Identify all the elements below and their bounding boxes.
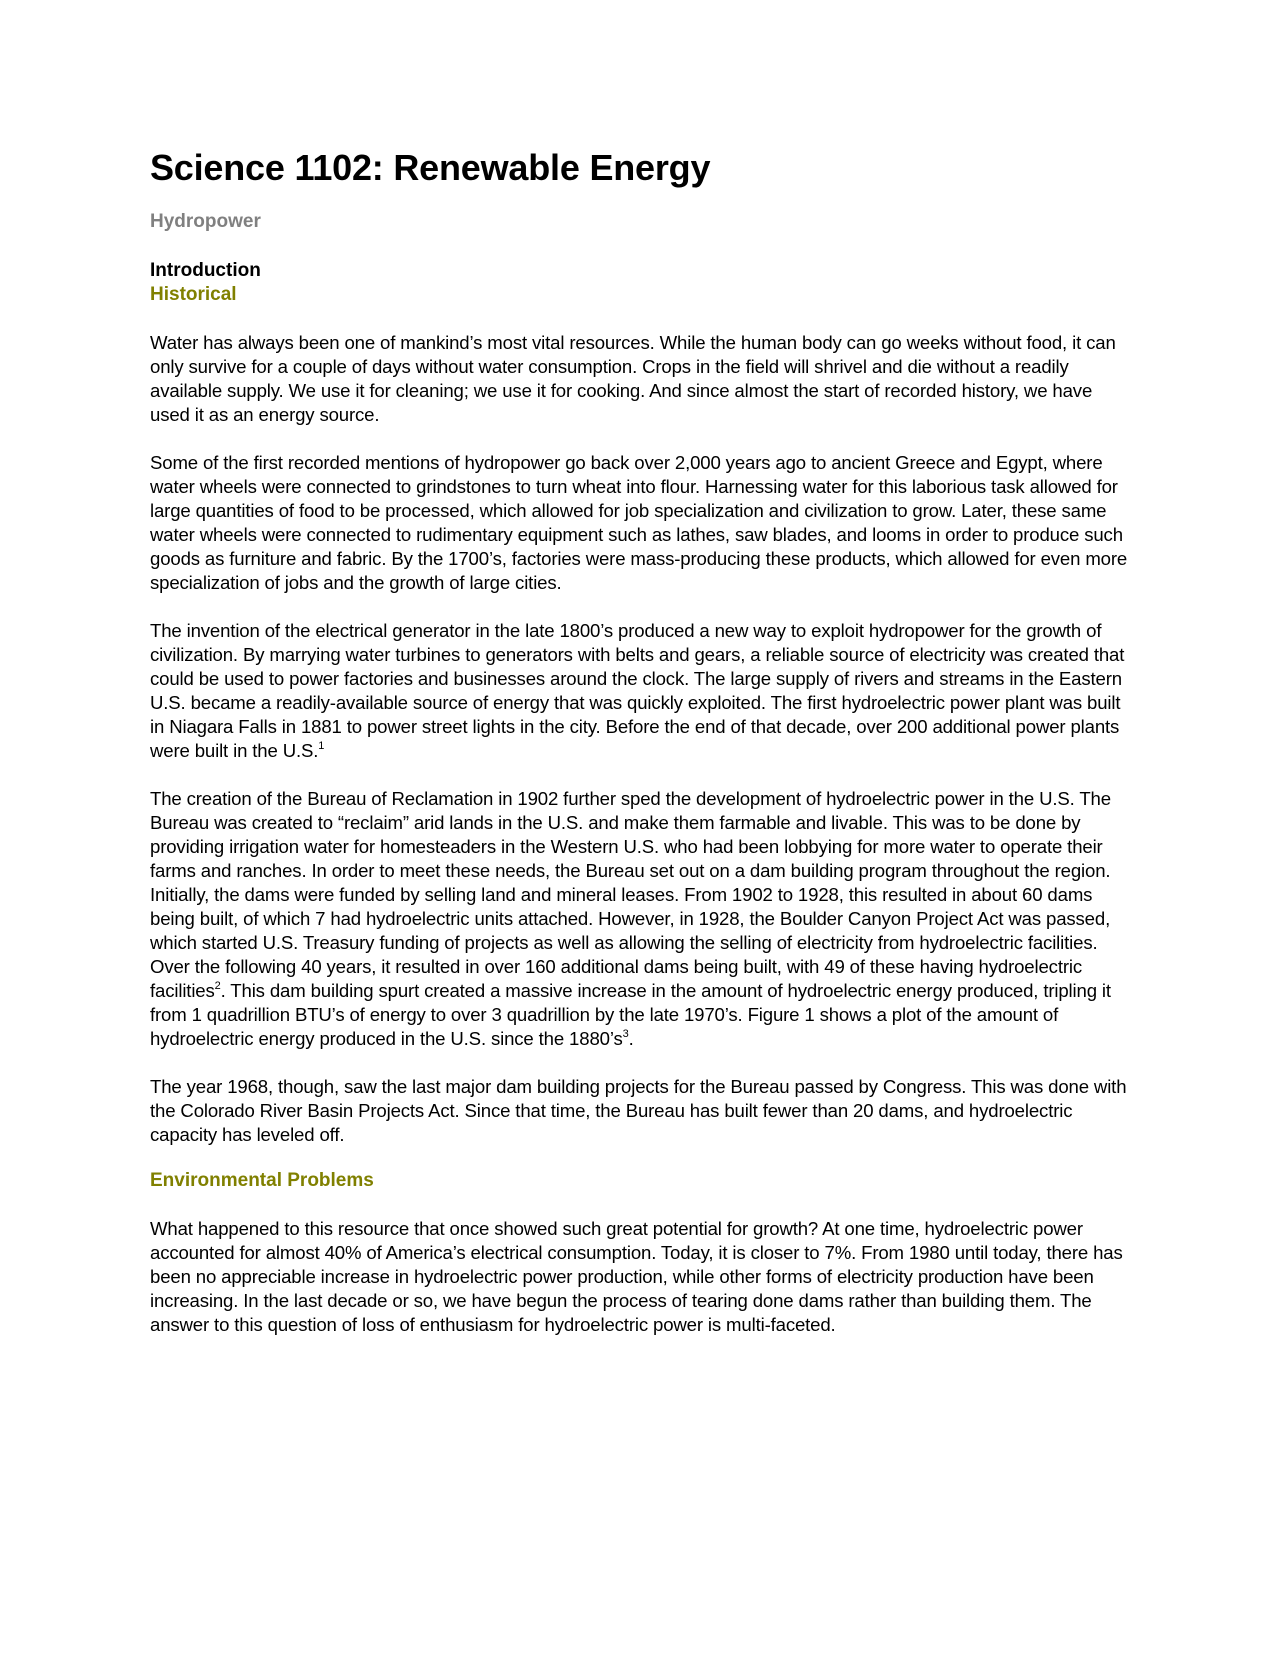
- historical-paragraph-1: Water has always been one of mankind’s most vital resources. While the human body can go weeks without food, it can only survive for a couple of days without water consumption. Crops in the field will shrivel and die without a readily available supply. We use it for cleaning; we use it for cooking. And since almost the start of recorded history, we have used it as an energy source.: [150, 332, 1116, 425]
- historical-heading: Historical: [150, 284, 237, 305]
- historical-paragraph-3-text: The invention of the electrical generator in the late 1800’s produced a new way to exploit hydropower for the growth of civilization. By marrying water turbines to generators with belts and gears, a reliable source of electricity was created that could be used to power factories and businesses around the clock. The large supply of rivers and streams in the Eastern U.S. became a readily-available source of energy that was quickly exploited. The first hydroelectric power plant was built in Niagara Falls in 1881 to power street lights in the city. Before the end of that decade, over 200 additional power plants were built in the U.S.: [150, 620, 1125, 761]
- page-title: Science 1102: Renewable Energy: [150, 147, 711, 188]
- historical-paragraph-2: Some of the first recorded mentions of hydropower go back over 2,000 years ago to ancient Greece and Egypt, where water wheels were connected to grindstones to turn wheat into flour. Harnessing water for this laborious task allowed for large quantities of food to be processed, which allowed for job specialization and civilization to grow. Later, these same water wheels were connected to rudimentary equipment such as lathes, saw blades, and looms in order to produce such goods as furniture and fabric. By the 1700’s, factories were mass-producing these products, which allowed for even more specialization of jobs and the growth of large cities.: [150, 452, 1128, 593]
- document-subtitle: Hydropower: [150, 211, 261, 232]
- footnote-ref-2: 2: [214, 979, 221, 992]
- environmental-paragraph-1: What happened to this resource that once showed such great potential for growth? At one time, hydroelectric power accounted for almost 40% of America’s electrical consumption. Today, it is closer to 7%. From 1980 until today, there has been no appreciable increase in hydroelectric power production, while other forms of electricity production have been increasing. In the last decade or so, we have begun the process of tearing done dams rather than building them. The answer to this question of loss of enthusiasm for hydroelectric power is multi-faceted.: [150, 1218, 1123, 1335]
- historical-paragraph-4-text-a: The creation of the Bureau of Reclamation in 1902 further sped the development of hydroelectric power in the U.S. The Bureau was created to “reclaim” arid lands in the U.S. and make them farmable and livable. This was to be done by providing irrigation water for homesteaders in the Western U.S. who had been lobbying for more water to operate their farms and ranches. In order to meet these needs, the Bureau set out on a dam building program throughout the region. Initially, the dams were funded by selling land and mineral leases. From 1902 to 1928, this resulted in about 60 dams being built, of which 7 had hydroelectric units attached. However, in 1928, the Boulder Canyon Project Act was passed, which started U.S. Treasury funding of projects as well as allowing the selling of electricity from hydroelectric facilities. Over the following 40 years, it resulted in over 160 additional dams being built, with 49 of these having hydroelectric facilities: [150, 788, 1111, 1001]
- historical-paragraph-4: [150, 787, 1130, 1051]
- historical-paragraph-5: The year 1968, though, saw the last major dam building projects for the Bureau passed by Congress. This was done with the Colorado River Basin Projects Act. Since that time, the Bureau has built fewer than 20 dams, and hydroelectric capacity has leveled off.: [150, 1076, 1127, 1145]
- introduction-heading: Introduction: [150, 260, 261, 281]
- historical-paragraph-3: [150, 619, 1130, 763]
- historical-paragraph-4-text-c: .: [628, 1028, 634, 1049]
- historical-paragraph-4-text-b: . This dam building spurt created a massive increase in the amount of hydroelectric energy produced, tripling it from 1 quadrillion BTU’s of energy to over 3 quadrillion by the late 1970’s. Figure 1 shows a plot of the amount of hydroelectric energy produced in the U.S. since the 1880’s: [150, 980, 1111, 1049]
- environmental-problems-heading: Environmental Problems: [150, 1170, 374, 1191]
- footnote-ref-3: 3: [622, 1027, 629, 1040]
- document-page: [150, 146, 1130, 1337]
- footnote-ref-1: 1: [318, 739, 325, 752]
